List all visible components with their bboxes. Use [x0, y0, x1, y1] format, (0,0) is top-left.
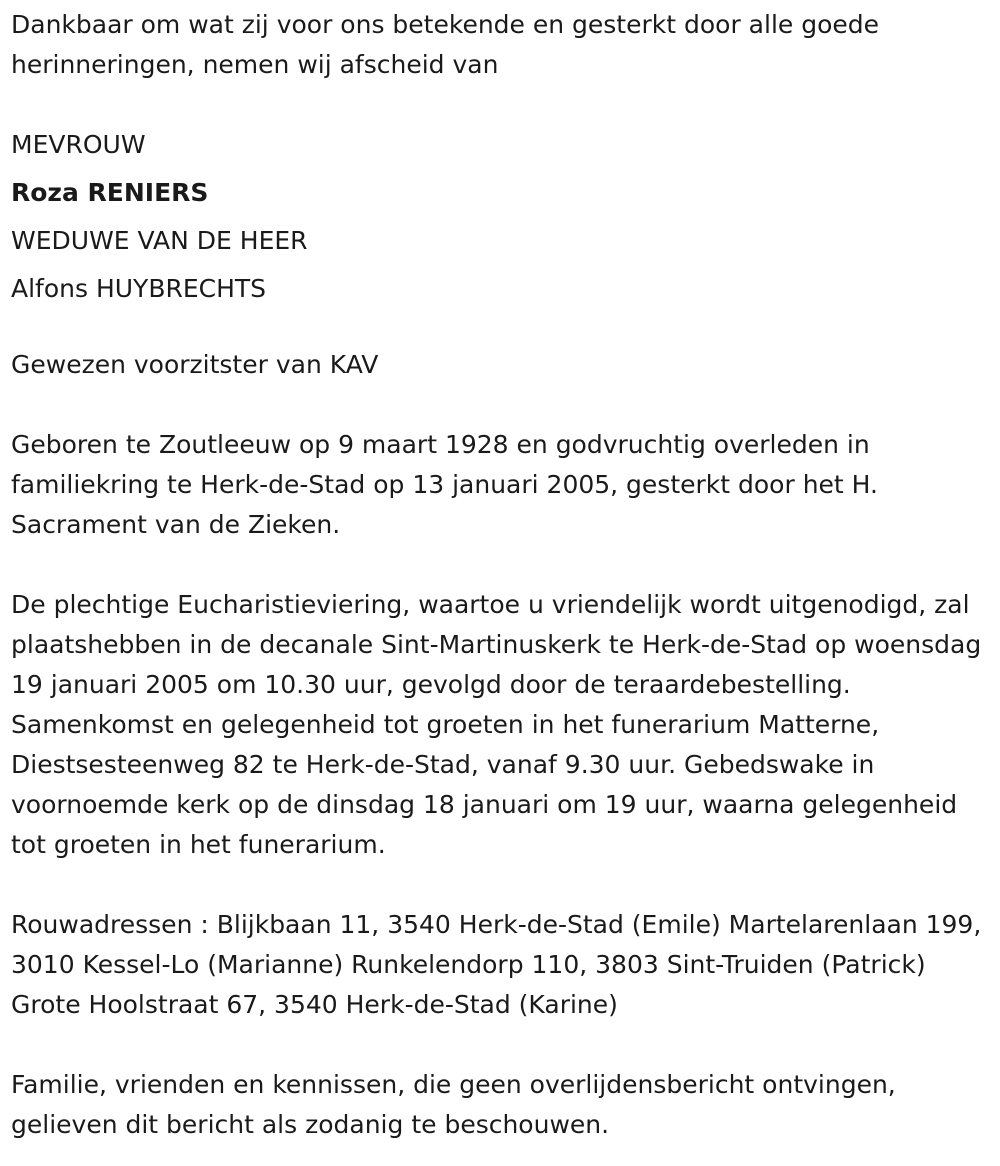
- spacer: [11, 1025, 996, 1065]
- spouse-name: Alfons HUYBRECHTS: [11, 274, 267, 303]
- closing-paragraph: Familie, vrienden en kennissen, die geen overlijdensbericht ontvingen, gelieven dit bericht als zodanig te beschouwen.: [11, 1070, 896, 1139]
- title-line: MEVROUW: [11, 130, 146, 159]
- role-paragraph: Gewezen voorzitster van KAV: [11, 350, 379, 379]
- intro-paragraph: Dankbaar om wat zij voor ons betekende en gesterkt door alle goede herinneringen, nemen wij afscheid van: [11, 10, 880, 79]
- birth-death-paragraph: Geboren te Zoutleeuw op 9 maart 1928 en godvruchtig overleden in familiekring te Herk-de-Stad op 13 januari 2005, gesterkt door het H. Sacrament van de Zieken.: [11, 430, 878, 539]
- spacer: [11, 313, 996, 345]
- relation-line: WEDUWE VAN DE HEER: [11, 226, 308, 255]
- spacer: [11, 545, 996, 585]
- name-block: [11, 121, 996, 313]
- spacer: [11, 865, 996, 905]
- ceremony-paragraph: De plechtige Eucharistieviering, waartoe u vriendelijk wordt uitgenodigd, zal plaatshebben in de decanale Sint-Martinuskerk te Herk-de-Stad op woensdag 19 januari 2005 om 10.30 uur, gevolgd door de teraardebestelling. Samenkomst en gelegenheid tot groeten in het funerarium Matterne, Diestsesteenweg 82 te Herk-de-Stad, vanaf 9.30 uur. Gebedswake in voornoemde kerk op de dinsdag 18 januari om 19 uur, waarna gelegenheid tot groeten in het funerarium.: [11, 590, 982, 859]
- spacer: [11, 385, 996, 425]
- addresses-paragraph: Rouwadressen : Blijkbaan 11, 3540 Herk-de-Stad (Emile) Martelarenlaan 199, 3010 Kessel-Lo (Marianne) Runkelendorp 110, 3803 Sint-Truiden (Patrick) Grote Hoolstraat 67, 3540 Herk-de-Stad (Karine): [11, 910, 982, 1019]
- death-notice: [11, 5, 996, 1145]
- deceased-name: Roza RENIERS: [11, 178, 209, 207]
